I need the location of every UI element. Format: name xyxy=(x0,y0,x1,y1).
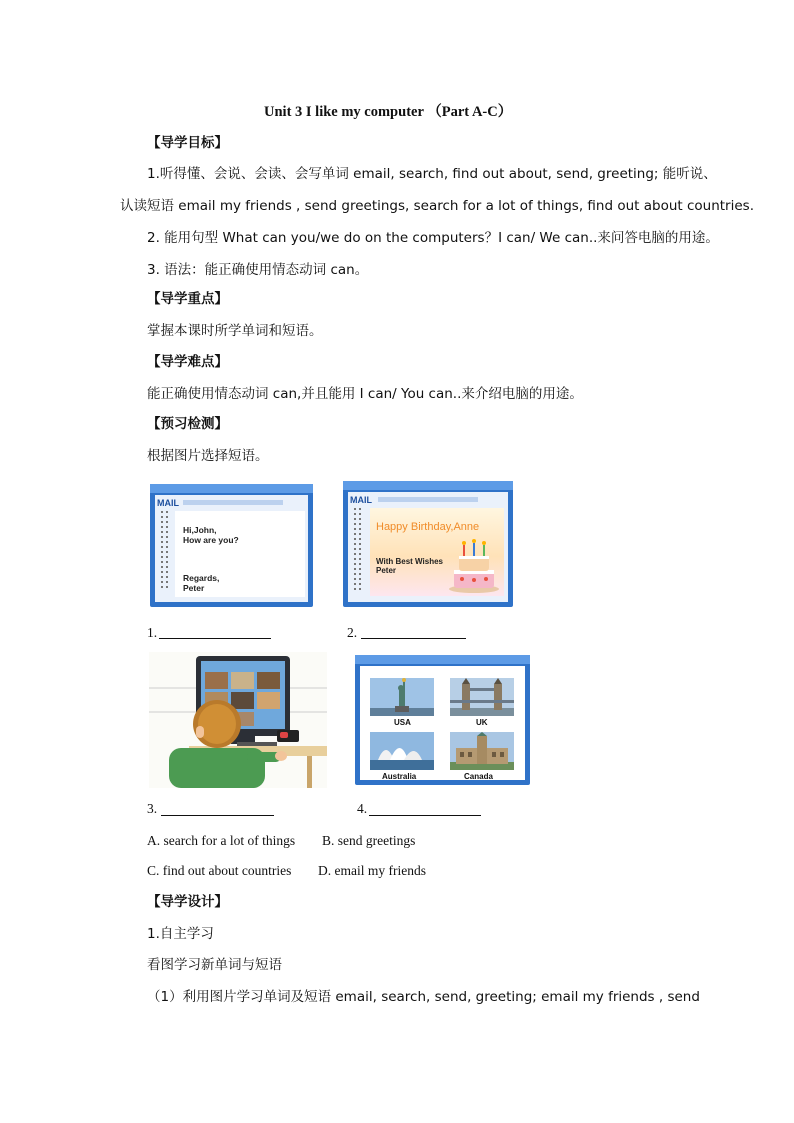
countries-window xyxy=(355,655,530,785)
letter-line-3: Regards, xyxy=(183,573,220,583)
option-b: B. send greetings xyxy=(322,833,416,848)
goal-3: 3. 语法：能正确使用情态动词 can。 xyxy=(147,262,369,278)
blank-4-label: 4. xyxy=(357,801,368,816)
card-sender: Peter xyxy=(376,566,397,575)
birthday-card xyxy=(370,508,504,596)
difficulties-text: 能正确使用情态动词 can,并且能用 I can/ You can..来介绍电脑的用途。 xyxy=(147,386,583,402)
country-label-canada: Canada xyxy=(464,772,493,781)
option-c: C. find out about countries xyxy=(147,863,292,878)
mail-window xyxy=(150,484,313,607)
letter-line-4: Peter xyxy=(183,583,205,593)
design-heading: 【导学设计】 xyxy=(147,894,228,910)
key-points-heading: 【导学重点】 xyxy=(147,291,228,307)
preview-instruction: 根据图片选择短语。 xyxy=(147,448,269,464)
letter-line-1: Hi,John, xyxy=(183,525,217,535)
answer-blank-3[interactable] xyxy=(161,815,274,816)
tower-bridge-icon xyxy=(450,678,514,716)
birthday-greeting-picture xyxy=(343,481,513,607)
blank-2-label: 2. xyxy=(347,625,358,640)
mail-window-2 xyxy=(343,481,513,607)
sydney-opera-house-icon xyxy=(370,732,434,770)
sub-item-1: （1）利用图片学习单词及短语 email, search, send, greeting; email my friends , send xyxy=(147,989,700,1005)
self-study-heading: 1.自主学习 xyxy=(147,926,214,942)
canada-parliament-icon xyxy=(450,732,514,770)
preview-heading: 【预习检测】 xyxy=(147,416,228,432)
mail-tag: MAIL xyxy=(157,498,179,508)
birthday-cake-icon xyxy=(448,536,500,594)
country-label-uk: UK xyxy=(476,718,488,727)
letter-line-2: How are you? xyxy=(183,535,239,545)
mail-tag-2: MAIL xyxy=(350,495,372,505)
option-d: D. email my friends xyxy=(318,863,426,878)
email-letter-picture xyxy=(150,484,313,607)
birthday-greeting: Happy Birthday,Anne xyxy=(376,521,480,533)
letter-body xyxy=(175,511,305,597)
country-label-usa: USA xyxy=(394,718,411,727)
blank-1-label: 1. xyxy=(147,625,158,640)
answer-blank-4[interactable] xyxy=(369,815,481,816)
goal-2: 2. 能用句型 What can you/we do on the computers？I can/ We can..来问答电脑的用途。 xyxy=(147,230,719,246)
blank-3-label: 3. xyxy=(147,801,158,816)
answer-blank-2[interactable] xyxy=(361,638,466,639)
best-wishes: With Best Wishes xyxy=(376,557,443,566)
option-a: A. search for a lot of things xyxy=(147,833,296,848)
goal-1-line-1: 1.听得懂、会说、会读、会写单词 email, search, find out about, send, greeting; 能听说、 xyxy=(147,166,717,182)
boy-at-computer-picture xyxy=(149,652,327,788)
goal-1-line-2: 认读短语 email my friends , send greetings, search for a lot of things, find out about countries. xyxy=(120,198,754,214)
country-label-australia: Australia xyxy=(382,772,417,781)
boy-computer-illustration xyxy=(149,652,327,788)
countries-picture xyxy=(355,655,530,785)
key-points-text: 掌握本课时所学单词和短语。 xyxy=(147,323,323,339)
statue-of-liberty-icon xyxy=(370,678,434,716)
goals-heading: 【导学目标】 xyxy=(147,135,228,151)
difficulties-heading: 【导学难点】 xyxy=(147,354,228,370)
page-title: Unit 3 I like my computer （Part A-C） xyxy=(264,104,513,120)
answer-blank-1[interactable] xyxy=(159,638,271,639)
self-study-text: 看图学习新单词与短语 xyxy=(147,957,282,973)
